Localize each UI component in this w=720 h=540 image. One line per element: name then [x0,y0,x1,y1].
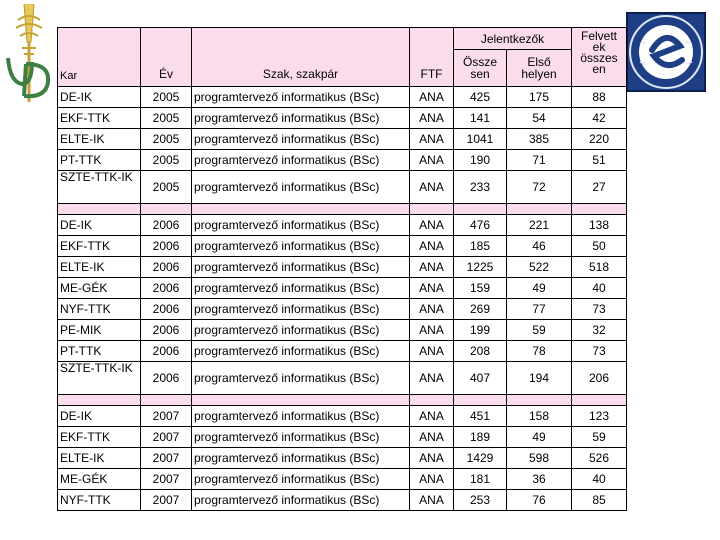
cell-ev: 2006 [141,278,192,299]
cell-ftf: ANA [410,171,454,204]
separator-cell [572,204,627,215]
cell-osszesen: 190 [454,150,507,171]
separator-cell [454,395,507,406]
cell-kar: EKF-TTK [58,427,141,448]
cell-ev: 2006 [141,257,192,278]
cell-szak: programtervező informatikus (BSc) [192,257,410,278]
cell-felvett: 518 [572,257,627,278]
separator-cell [410,204,454,215]
column-header-ftf: FTF [410,28,454,87]
separator-cell [58,395,141,406]
cell-kar: PT-TTK [58,150,141,171]
cell-ftf: ANA [410,87,454,108]
table-row [58,469,627,490]
table-row [58,215,627,236]
cell-felvett: 27 [572,171,627,204]
cell-kar: DE-IK [58,87,141,108]
cell-elso-helyen: 221 [507,215,572,236]
cell-elso-helyen: 194 [507,362,572,395]
table-row [58,236,627,257]
cell-felvett: 220 [572,129,627,150]
cell-felvett: 50 [572,236,627,257]
cell-elso-helyen: 78 [507,341,572,362]
admissions-table [57,27,627,511]
cell-osszesen: 159 [454,278,507,299]
cell-ftf: ANA [410,362,454,395]
cell-osszesen: 233 [454,171,507,204]
cell-ftf: ANA [410,299,454,320]
cell-ftf: ANA [410,257,454,278]
cell-kar: PE-MIK [58,320,141,341]
cell-kar: PT-TTK [58,341,141,362]
cell-ev: 2007 [141,406,192,427]
column-header-jelentkezok: Jelentkezők [454,28,572,50]
cell-felvett: 42 [572,108,627,129]
separator-cell [192,395,410,406]
cell-felvett: 40 [572,278,627,299]
cell-felvett: 526 [572,448,627,469]
cell-elso-helyen: 71 [507,150,572,171]
cell-osszesen: 181 [454,469,507,490]
cell-ftf: ANA [410,341,454,362]
table-row [58,278,627,299]
cell-ev: 2006 [141,341,192,362]
cell-szak: programtervező informatikus (BSc) [192,469,410,490]
column-header-ev: Év [141,28,192,87]
cell-szak: programtervező informatikus (BSc) [192,278,410,299]
cell-ev: 2007 [141,427,192,448]
cell-szak: programtervező informatikus (BSc) [192,129,410,150]
table-row [58,257,627,278]
cell-elso-helyen: 598 [507,448,572,469]
table-row [58,299,627,320]
cell-ftf: ANA [410,490,454,511]
cell-osszesen: 476 [454,215,507,236]
cell-ev: 2005 [141,108,192,129]
table-row [58,171,627,204]
separator-cell [572,395,627,406]
table-row [58,87,627,108]
separator-cell [507,395,572,406]
cell-felvett: 73 [572,299,627,320]
cell-ftf: ANA [410,448,454,469]
cell-felvett: 123 [572,406,627,427]
cell-ev: 2006 [141,236,192,257]
cell-elso-helyen: 49 [507,427,572,448]
cell-szak: programtervező informatikus (BSc) [192,490,410,511]
cell-szak: programtervező informatikus (BSc) [192,87,410,108]
cell-szak: programtervező informatikus (BSc) [192,448,410,469]
column-header-felvett: Felvett ek összes en [572,28,627,87]
cell-osszesen: 1225 [454,257,507,278]
cell-ftf: ANA [410,278,454,299]
cell-szak: programtervező informatikus (BSc) [192,427,410,448]
cell-ftf: ANA [410,129,454,150]
cell-kar: ELTE-IK [58,448,141,469]
separator-row [58,395,627,406]
cell-kar: SZTE-TTK-IK [58,171,141,204]
cell-osszesen: 407 [454,362,507,395]
cell-osszesen: 253 [454,490,507,511]
table-row [58,448,627,469]
cell-osszesen: 185 [454,236,507,257]
cell-szak: programtervező informatikus (BSc) [192,341,410,362]
table-row [58,108,627,129]
cell-szak: programtervező informatikus (BSc) [192,406,410,427]
cell-osszesen: 1041 [454,129,507,150]
cell-ftf: ANA [410,150,454,171]
cell-kar: NYF-TTK [58,299,141,320]
cell-ev: 2007 [141,490,192,511]
cell-ev: 2005 [141,87,192,108]
cell-szak: programtervező informatikus (BSc) [192,320,410,341]
column-header-elso-helyen: Első helyen [507,50,572,87]
cell-kar: EKF-TTK [58,108,141,129]
cell-elso-helyen: 175 [507,87,572,108]
cell-osszesen: 425 [454,87,507,108]
separator-cell [454,204,507,215]
cell-ev: 2005 [141,150,192,171]
cell-ftf: ANA [410,406,454,427]
cell-felvett: 88 [572,87,627,108]
table-row [58,320,627,341]
cell-kar: ME-GÉK [58,469,141,490]
cell-ftf: ANA [410,236,454,257]
cell-elso-helyen: 385 [507,129,572,150]
cell-felvett: 206 [572,362,627,395]
cell-ev: 2006 [141,299,192,320]
table-row [58,150,627,171]
separator-cell [507,204,572,215]
cell-elso-helyen: 46 [507,236,572,257]
cell-kar: ME-GÉK [58,278,141,299]
cell-szak: programtervező informatikus (BSc) [192,362,410,395]
separator-cell [141,395,192,406]
cell-ev: 2007 [141,448,192,469]
cell-elso-helyen: 36 [507,469,572,490]
table-row [58,427,627,448]
cell-felvett: 59 [572,427,627,448]
cell-ev: 2007 [141,469,192,490]
separator-row [58,204,627,215]
separator-cell [410,395,454,406]
cell-szak: programtervező informatikus (BSc) [192,236,410,257]
column-header-kar: Kar [58,28,141,87]
cell-osszesen: 199 [454,320,507,341]
cell-felvett: 51 [572,150,627,171]
cell-kar: SZTE-TTK-IK [58,362,141,395]
cell-osszesen: 451 [454,406,507,427]
cell-ftf: ANA [410,215,454,236]
separator-cell [192,204,410,215]
cell-kar: EKF-TTK [58,236,141,257]
cell-elso-helyen: 72 [507,171,572,204]
cell-elso-helyen: 49 [507,278,572,299]
cell-felvett: 73 [572,341,627,362]
cell-kar: DE-IK [58,406,141,427]
cell-ev: 2005 [141,171,192,204]
cell-kar: ELTE-IK [58,257,141,278]
table-row [58,406,627,427]
column-header-szak: Szak, szakpár [192,28,410,87]
cell-szak: programtervező informatikus (BSc) [192,215,410,236]
cell-szak: programtervező informatikus (BSc) [192,108,410,129]
cell-felvett: 85 [572,490,627,511]
cell-felvett: 32 [572,320,627,341]
cell-osszesen: 141 [454,108,507,129]
cell-kar: DE-IK [58,215,141,236]
cell-szak: programtervező informatikus (BSc) [192,171,410,204]
cell-elso-helyen: 54 [507,108,572,129]
cell-ev: 2005 [141,129,192,150]
cell-ftf: ANA [410,108,454,129]
cell-elso-helyen: 77 [507,299,572,320]
cell-elso-helyen: 522 [507,257,572,278]
cell-elso-helyen: 158 [507,406,572,427]
cell-elso-helyen: 76 [507,490,572,511]
cell-ftf: ANA [410,427,454,448]
cell-felvett: 138 [572,215,627,236]
cell-felvett: 40 [572,469,627,490]
cell-ev: 2006 [141,362,192,395]
table-row [58,490,627,511]
cell-szak: programtervező informatikus (BSc) [192,150,410,171]
cell-szak: programtervező informatikus (BSc) [192,299,410,320]
cell-osszesen: 269 [454,299,507,320]
column-header-osszesen: Össze sen [454,50,507,87]
cell-kar: ELTE-IK [58,129,141,150]
cell-elso-helyen: 59 [507,320,572,341]
cell-osszesen: 1429 [454,448,507,469]
cell-ftf: ANA [410,320,454,341]
university-logo-left [2,2,56,106]
separator-cell [58,204,141,215]
cell-ev: 2006 [141,215,192,236]
cell-osszesen: 189 [454,427,507,448]
cell-osszesen: 208 [454,341,507,362]
table-row [58,341,627,362]
cell-kar: NYF-TTK [58,490,141,511]
cell-ev: 2006 [141,320,192,341]
university-seal-logo [626,12,706,92]
table-row [58,362,627,395]
separator-cell [141,204,192,215]
table-row [58,129,627,150]
cell-ftf: ANA [410,469,454,490]
